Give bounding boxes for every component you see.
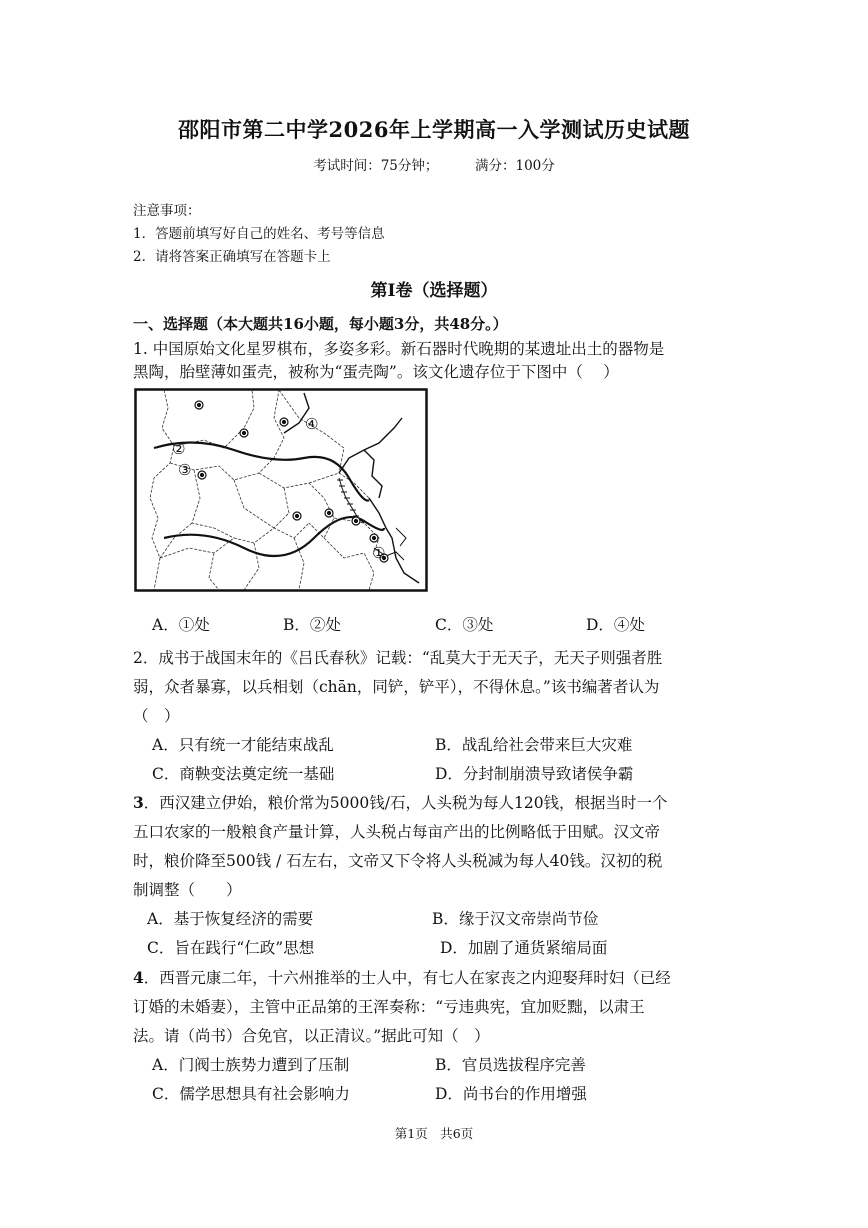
question-3-line: 制调整（ ） [133, 881, 242, 899]
map-marker-1: ① [372, 544, 386, 562]
map-marker-4: ④ [305, 415, 319, 433]
question-4-number: 4 [133, 968, 144, 987]
question-3-number: 3 [133, 793, 144, 812]
question-3-option-a: A．基于恢复经济的需要 [147, 910, 314, 928]
question-2-option-b: B．战乱给社会带来巨大灾难 [435, 736, 633, 754]
notice-item: 1．答题前填写好自己的姓名、考号等信息 [133, 226, 385, 242]
question-1-line: 黑陶，胎壁薄如蛋壳，被称为“蛋壳陶”。该文化遗存位于下图中（ ） [133, 363, 619, 381]
map-marker-2: ② [172, 440, 186, 458]
question-3-line: 五口农家的一般粮食产量计算，人头税占每亩产出的比例略低于田赋。汉文帝 [133, 823, 661, 841]
question-4-option-d: D．尚书台的作用增强 [435, 1085, 587, 1103]
map-figure [134, 388, 428, 592]
question-4-option-b: B．官员选拔程序完善 [435, 1056, 586, 1074]
exam-title: 邵阳市第二中学2026年上学期高一入学测试历史试题 [178, 117, 690, 142]
question-4-option-a: A．门阀士族势力遭到了压制 [152, 1056, 350, 1074]
question-3-line: 时，粮价降至500钱 / 石左右，文帝又下令将人头税减为每人40钱。汉初的税 [133, 852, 663, 870]
full-score: 满分：100分 [475, 158, 555, 174]
question-3-option-c: C．旨在践行“仁政”思想 [147, 939, 315, 957]
question-1-option-c: C．③处 [435, 616, 494, 634]
notice-item: 2．请将答案正确填写在答题卡上 [133, 249, 331, 265]
question-4-line: 4．西晋元康二年，十六州推举的士人中，有七人在家丧之内迎娶拜时妇（已经 [133, 968, 671, 987]
question-3-line: 3．西汉建立伊始，粮价常为5000钱/石，人头税为每人120钱，根据当时一个 [133, 793, 668, 812]
question-4-line: 法。请（尚书）合免官，以正清议。”据此可知（ ） [133, 1027, 490, 1045]
question-4-line: 订婚的未婚妻），主管中正品第的王浑奏称：“亏违典宪，宜加贬黜，以肃王 [133, 998, 645, 1016]
section-title: 第Ⅰ卷（选择题） [370, 281, 498, 301]
exam-subtitle [0, 154, 868, 174]
question-4-option-c: C．儒学思想具有社会影响力 [152, 1085, 350, 1103]
question-2-line: 2．成书于战国末年的《吕氏春秋》记载：“乱莫大于无天子，无天子则强者胜 [133, 649, 663, 667]
question-1-option-a: A．①处 [152, 616, 210, 634]
question-2-option-a: A．只有统一才能结束战乱 [152, 736, 334, 754]
question-1-line: 1. 中国原始文化星罗棋布，多姿多彩。新石器时代晚期的某遗址出土的器物是 [133, 340, 665, 358]
question-2-option-d: D．分封制崩溃导致诸侯争霸 [435, 765, 634, 783]
exam-time: 考试时间：75分钟； [313, 158, 439, 174]
question-2-line: （ ） [133, 707, 180, 725]
question-1-option-b: B．②处 [283, 616, 341, 634]
question-1-option-d: D．④处 [586, 616, 645, 634]
section-heading: 一、选择题（本大题共16小题，每小题3分，共48分。） [133, 315, 508, 333]
page-footer: 第1页 共6页 [394, 1126, 474, 1141]
question-2-option-c: C．商鞅变法奠定统一基础 [152, 765, 335, 783]
question-3-option-d: D．加剧了通货紧缩局面 [440, 939, 608, 957]
notice-heading: 注意事项： [133, 203, 201, 219]
question-2-line: 弱，众者暴寡，以兵相刬（chān，同铲，铲平），不得休息。”该书编著者认为 [133, 678, 660, 696]
question-3-option-b: B．缘于汉文帝崇尚节俭 [432, 910, 599, 928]
map-marker-3: ③ [178, 461, 192, 479]
